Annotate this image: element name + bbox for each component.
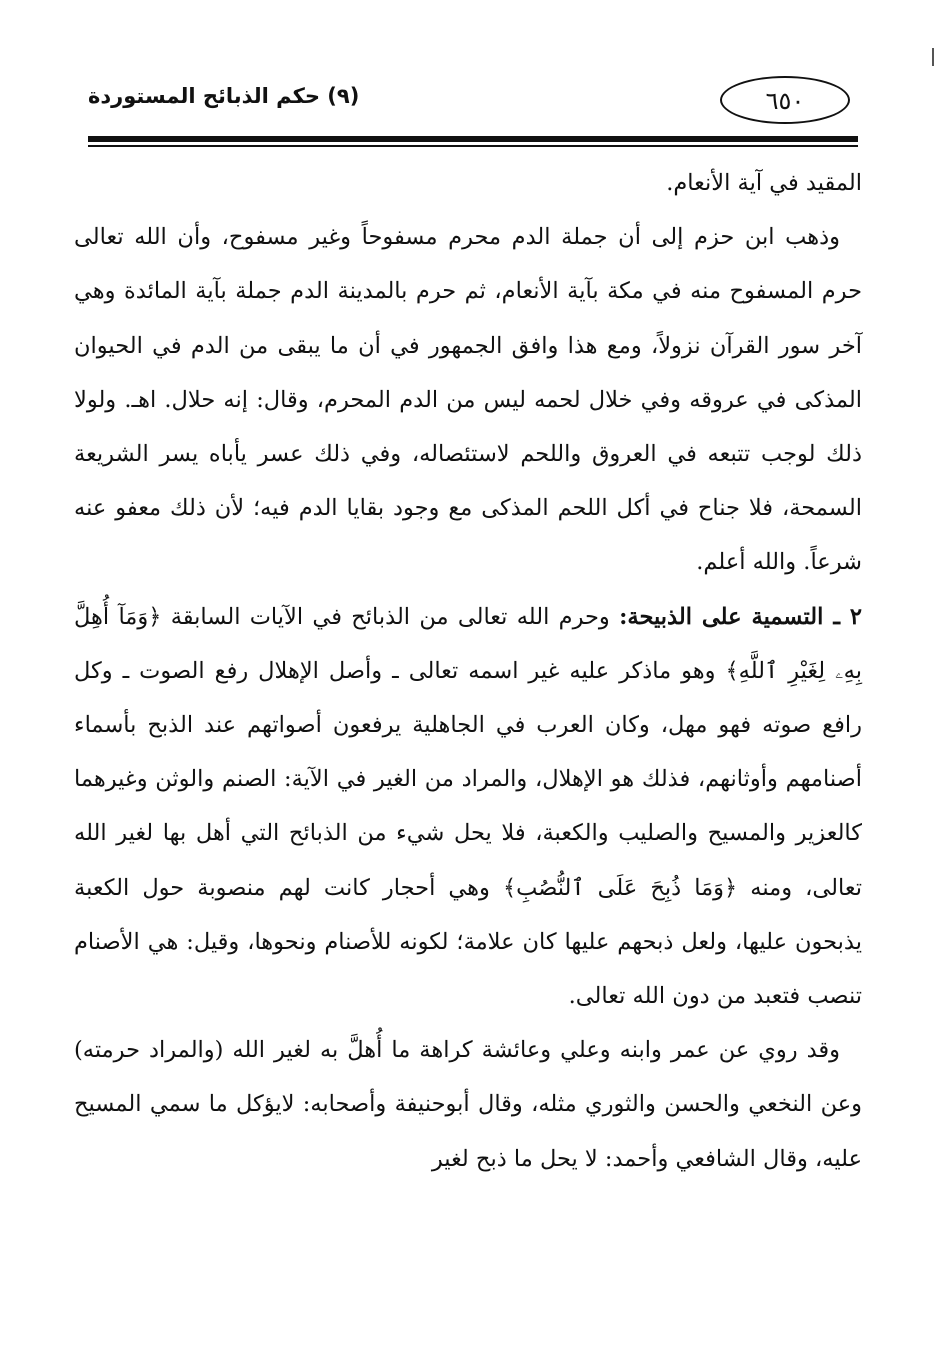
header-rule-thin [88,145,858,147]
page-header [88,68,850,138]
header-rule-thick [88,136,858,142]
paragraph-narrations: وقد روي عن عمر وابنه وعلي وعائشة كراهة ما أُهلَّ به لغير الله (والمراد حرمته) وعن النخعي والحسن والثوري مثله، وقال أبوحنيفة وأصحابه: لايؤكل ما سمي المسيح عليه، وقال الشافعي وأحمد: لا يحل ما ذبح لغير [74,1037,862,1172]
paragraph-continuation: المقيد في آية الأنعام. [666,170,862,196]
page-corner-mark [932,48,934,66]
section-heading: ٢ ـ التسمية على الذبيحة: [619,603,863,630]
paragraph-tasmiya-text: وحرم الله تعالى من الذبائح في الآيات السابقة ﴿وَمَآ أُهِلَّ بِهِۦ لِغَيْرِ ٱللَّهِ﴾ وهو ماذكر عليه غير اسمه تعالى ـ وأصل الإهلال رفع الصوت ـ وكل رافع صوته فهو مهل، وكان العرب في الجاهلية يرفعون أصواتهم عند الذبح بأسماء أصنامهم وأوثانهم، فذلك هو الإهلال، والمراد من الغير في الآية: الصنم والوثن وغيرهما كالعزير والمسيح والصليب والكعبة، فلا يحل شيء من الذبائح التي أهل بها لغير الله تعالى، ومنه ﴿وَمَا ذُبِحَ عَلَى ٱلنُّصُبِ﴾ وهي أحجار كانت لهم منصوبة حول الكعبة يذبحون عليها، ولعل ذبحهم عليها كان علامة؛ لكونه للأصنام ونحوها، وقيل: هي الأصنام تنصب فتعبد من دون الله تعالى. [74,603,862,1010]
paragraph-tasmiya [74,590,862,1024]
running-title: (٩) حكم الذبائح المستوردة [88,84,360,108]
page-body [74,156,862,1186]
page-number-badge: ٦٥٠ [720,76,850,124]
paragraph-ibn-hazm: وذهب ابن حزم إلى أن جملة الدم محرم مسفوحاً وغير مسفوح، وأن الله تعالى حرم المسفوح منه في مكة بآية الأنعام، ثم حرم بالمدينة الدم جملة بآية المائدة وهي آخر سور القرآن نزولاً، ومع هذا وافق الجمهور في أن ما يبقى من الدم في الحيوان المذكى في عروقه وفي خلال لحمه ليس من الدم المحرم، وقال: إنه حلال. اهـ. ولولا ذلك لوجب تتبعه في العروق واللحم لاستئصاله، وفي ذلك عسر يأباه يسر الشريعة السمحة، فلا جناح في أكل اللحم المذكى مع وجود بقايا الدم فيه؛ لأن ذلك معفو عنه شرعاً. والله أعلم. [74,224,862,576]
